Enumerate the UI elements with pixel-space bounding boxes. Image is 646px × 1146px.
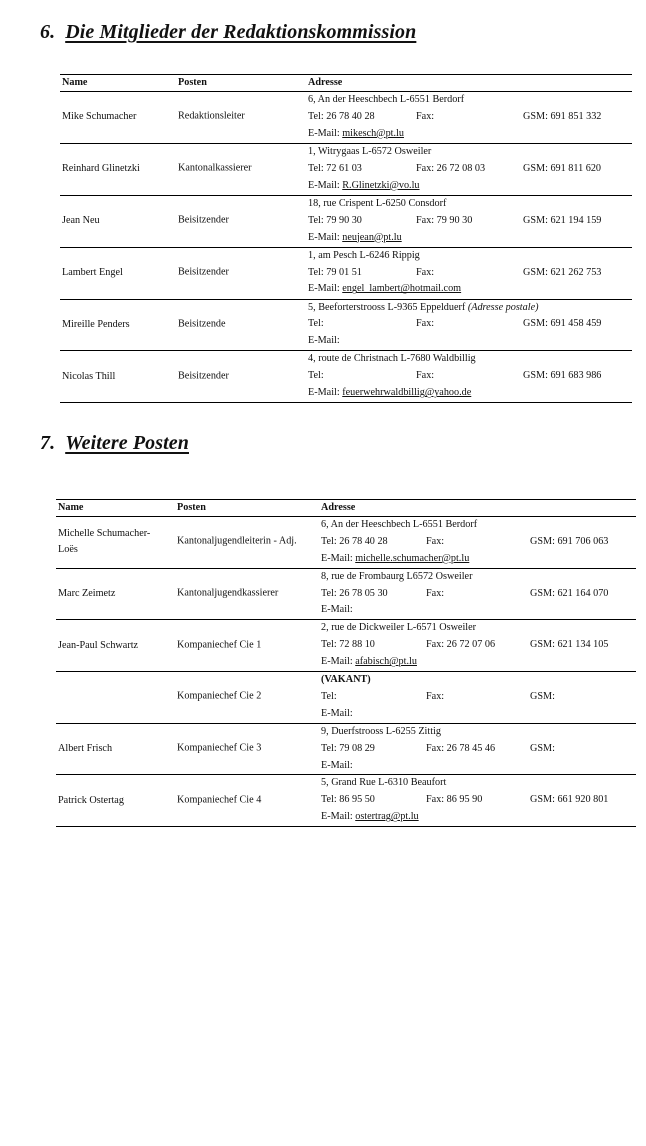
fax-number: Fax:	[416, 318, 435, 330]
phone-number: Tel:	[308, 318, 324, 330]
member-post: Kantonaljugendkassierer	[177, 587, 279, 599]
member-post: Kantonaljugendleiterin - Adj.	[177, 535, 297, 547]
member-post: Beisitzender	[178, 370, 229, 382]
member-post: Kompaniechef Cie 1	[177, 639, 262, 651]
street-address: 1, Witrygaas L-6572 Osweiler	[308, 145, 432, 157]
member-post: Redaktionsleiter	[178, 110, 245, 122]
fax-number: Fax:	[416, 370, 435, 382]
email-link[interactable]: R.Glinetzki@vo.lu	[342, 179, 420, 191]
street-address: 6, An der Heeschbech L-6551 Berdorf	[308, 94, 465, 105]
member-address-block	[308, 92, 632, 143]
fax-number: Fax: 26 72 07 06	[426, 639, 496, 651]
street-address: 9, Duerfstrooss L-6255 Zittig	[321, 725, 441, 737]
section-6-heading	[40, 21, 416, 44]
section-7-title: Weitere Posten	[65, 432, 189, 454]
street-address: 8, rue de Frombaurg L6572 Osweiler	[321, 570, 473, 582]
street-address: 18, rue Crispent L-6250 Consdorf	[308, 197, 447, 209]
street-address: 4, route de Christnach L-7680 Waldbillig	[308, 353, 476, 365]
email-label: E-Mail:	[308, 231, 343, 243]
member-name: Albert Frisch	[58, 743, 113, 755]
header-name: Name	[58, 502, 84, 513]
phone-number: Tel: 79 90 30	[308, 214, 362, 226]
mobile-number: GSM: 691 706 063	[530, 535, 609, 547]
member-name: Marc Zeimetz	[58, 588, 116, 600]
member-name: Michelle Schumacher-Loës	[58, 528, 151, 556]
member-name: Lambert Engel	[62, 267, 123, 279]
mobile-number: GSM: 621 134 105	[530, 639, 609, 651]
table-row	[56, 517, 636, 569]
member-address-block	[321, 517, 636, 568]
phone-number: Tel:	[308, 370, 324, 382]
email-label: E-Mail:	[308, 179, 343, 191]
email-label: E-Mail:	[308, 335, 340, 347]
street-address: 5, Grand Rue L-6310 Beaufort	[321, 777, 447, 789]
email-label: E-Mail:	[308, 283, 343, 295]
fax-number: Fax:	[426, 690, 445, 702]
mobile-number: GSM: 621 164 070	[530, 587, 609, 599]
member-address-block	[321, 775, 636, 826]
mobile-number: GSM:	[530, 742, 555, 754]
fax-number: Fax: 26 72 08 03	[416, 162, 486, 174]
member-name: Jean Neu	[62, 215, 100, 227]
email-link[interactable]: afabisch@pt.lu	[355, 656, 417, 668]
table-row	[60, 144, 632, 196]
table-row	[56, 672, 636, 724]
table-row	[56, 724, 636, 776]
email-link[interactable]: neujean@pt.lu	[342, 231, 402, 243]
mobile-number: GSM: 691 851 332	[523, 110, 602, 122]
email-label: E-Mail:	[321, 552, 356, 564]
other-posts-table-header	[56, 499, 636, 517]
fax-number: Fax:	[426, 587, 445, 599]
fax-number: Fax:	[426, 535, 445, 547]
member-post: Kompaniechef Cie 3	[177, 742, 262, 754]
table-row	[56, 775, 636, 827]
phone-number: Tel: 79 08 29	[321, 742, 375, 754]
member-name: Nicolas Thill	[62, 370, 116, 382]
street-address: 5, Beeforterstrooss L-9365 Eppelduerf	[308, 301, 468, 313]
phone-number: Tel: 72 61 03	[308, 162, 362, 174]
email-link[interactable]: mikesch@pt.lu	[342, 127, 404, 139]
other-posts-table	[56, 499, 636, 827]
table-row	[56, 569, 636, 621]
member-post: Kantonalkassierer	[178, 162, 252, 174]
member-address-block	[308, 351, 632, 402]
street-address: (VAKANT)	[321, 674, 371, 686]
header-posten: Posten	[178, 77, 207, 88]
email-label: E-Mail:	[321, 656, 356, 668]
street-address: 1, am Pesch L-6246 Rippig	[308, 249, 420, 261]
table-row	[60, 248, 632, 300]
member-post: Beisitzender	[178, 266, 229, 278]
fax-number: Fax:	[416, 110, 435, 122]
email-label: E-Mail:	[308, 127, 343, 139]
members-table-header	[60, 74, 632, 92]
phone-number: Tel: 79 01 51	[308, 266, 362, 278]
member-post: Beisitzende	[178, 318, 226, 330]
address-note: (Adresse postale)	[467, 301, 539, 313]
fax-number: Fax: 26 78 45 46	[426, 742, 496, 754]
fax-number: Fax:	[416, 266, 435, 278]
header-name: Name	[62, 77, 88, 88]
table-row	[60, 300, 632, 352]
member-post: Kompaniechef Cie 4	[177, 794, 262, 806]
member-address-block	[321, 620, 636, 671]
header-posten: Posten	[177, 502, 206, 513]
members-table-body	[60, 92, 632, 403]
header-adresse: Adresse	[321, 502, 356, 513]
mobile-number: GSM: 691 683 986	[523, 370, 602, 382]
member-address-block	[308, 144, 632, 195]
member-address-block	[308, 248, 632, 299]
member-name: Mike Schumacher	[62, 111, 137, 123]
phone-number: Tel: 72 88 10	[321, 639, 375, 651]
mobile-number: GSM: 621 262 753	[523, 266, 602, 278]
email-label: E-Mail:	[321, 707, 353, 719]
member-name: Patrick Ostertag	[58, 794, 124, 806]
email-link[interactable]: michelle.schumacher@pt.lu	[355, 552, 470, 564]
email-label: E-Mail:	[321, 811, 356, 823]
phone-number: Tel:	[321, 690, 337, 702]
phone-number: Tel: 26 78 40 28	[308, 110, 375, 122]
members-table	[60, 74, 632, 403]
mobile-number: GSM: 691 458 459	[523, 318, 602, 330]
table-row	[60, 351, 632, 403]
table-row	[60, 196, 632, 248]
phone-number: Tel: 86 95 50	[321, 794, 375, 806]
phone-number: Tel: 26 78 40 28	[321, 535, 388, 547]
member-post: Beisitzender	[178, 214, 229, 226]
member-address-block	[321, 569, 636, 620]
email-label: E-Mail:	[321, 759, 353, 771]
fax-number: Fax: 86 95 90	[426, 794, 483, 806]
section-6-number: 6.	[40, 21, 56, 43]
email-link[interactable]: engel_lambert@hotmail.com	[342, 283, 462, 295]
table-row	[56, 620, 636, 672]
mobile-number: GSM: 661 920 801	[530, 794, 609, 806]
street-address: 2, rue de Dickweiler L-6571 Osweiler	[321, 622, 477, 634]
member-address-block	[308, 196, 632, 247]
email-link[interactable]: feuerwehrwaldbillig@yahoo.de	[342, 387, 472, 399]
table-row	[60, 92, 632, 144]
email-label: E-Mail:	[308, 387, 343, 399]
other-posts-table-body	[56, 517, 636, 827]
member-name: Reinhard Glinetzki	[62, 163, 140, 175]
email-label: E-Mail:	[321, 604, 353, 616]
mobile-number: GSM:	[530, 690, 555, 702]
member-address-block	[308, 300, 632, 351]
section-7-heading	[40, 432, 189, 455]
phone-number: Tel: 26 78 05 30	[321, 587, 388, 599]
street-address: 6, An der Heeschbech L-6551 Berdorf	[321, 519, 478, 530]
email-link[interactable]: ostertrag@pt.lu	[355, 811, 419, 823]
member-address-block	[321, 672, 636, 723]
mobile-number: GSM: 621 194 159	[523, 214, 602, 226]
mobile-number: GSM: 691 811 620	[523, 162, 602, 174]
section-7-number: 7.	[40, 432, 56, 454]
member-post: Kompaniechef Cie 2	[177, 690, 262, 702]
header-adresse: Adresse	[308, 77, 343, 88]
section-6-title: Die Mitglieder der Redaktionskommission	[65, 21, 417, 43]
fax-number: Fax: 79 90 30	[416, 214, 473, 226]
member-name: Jean-Paul Schwartz	[58, 639, 139, 651]
member-address-block	[321, 724, 636, 775]
member-name: Mireille Penders	[62, 319, 130, 330]
